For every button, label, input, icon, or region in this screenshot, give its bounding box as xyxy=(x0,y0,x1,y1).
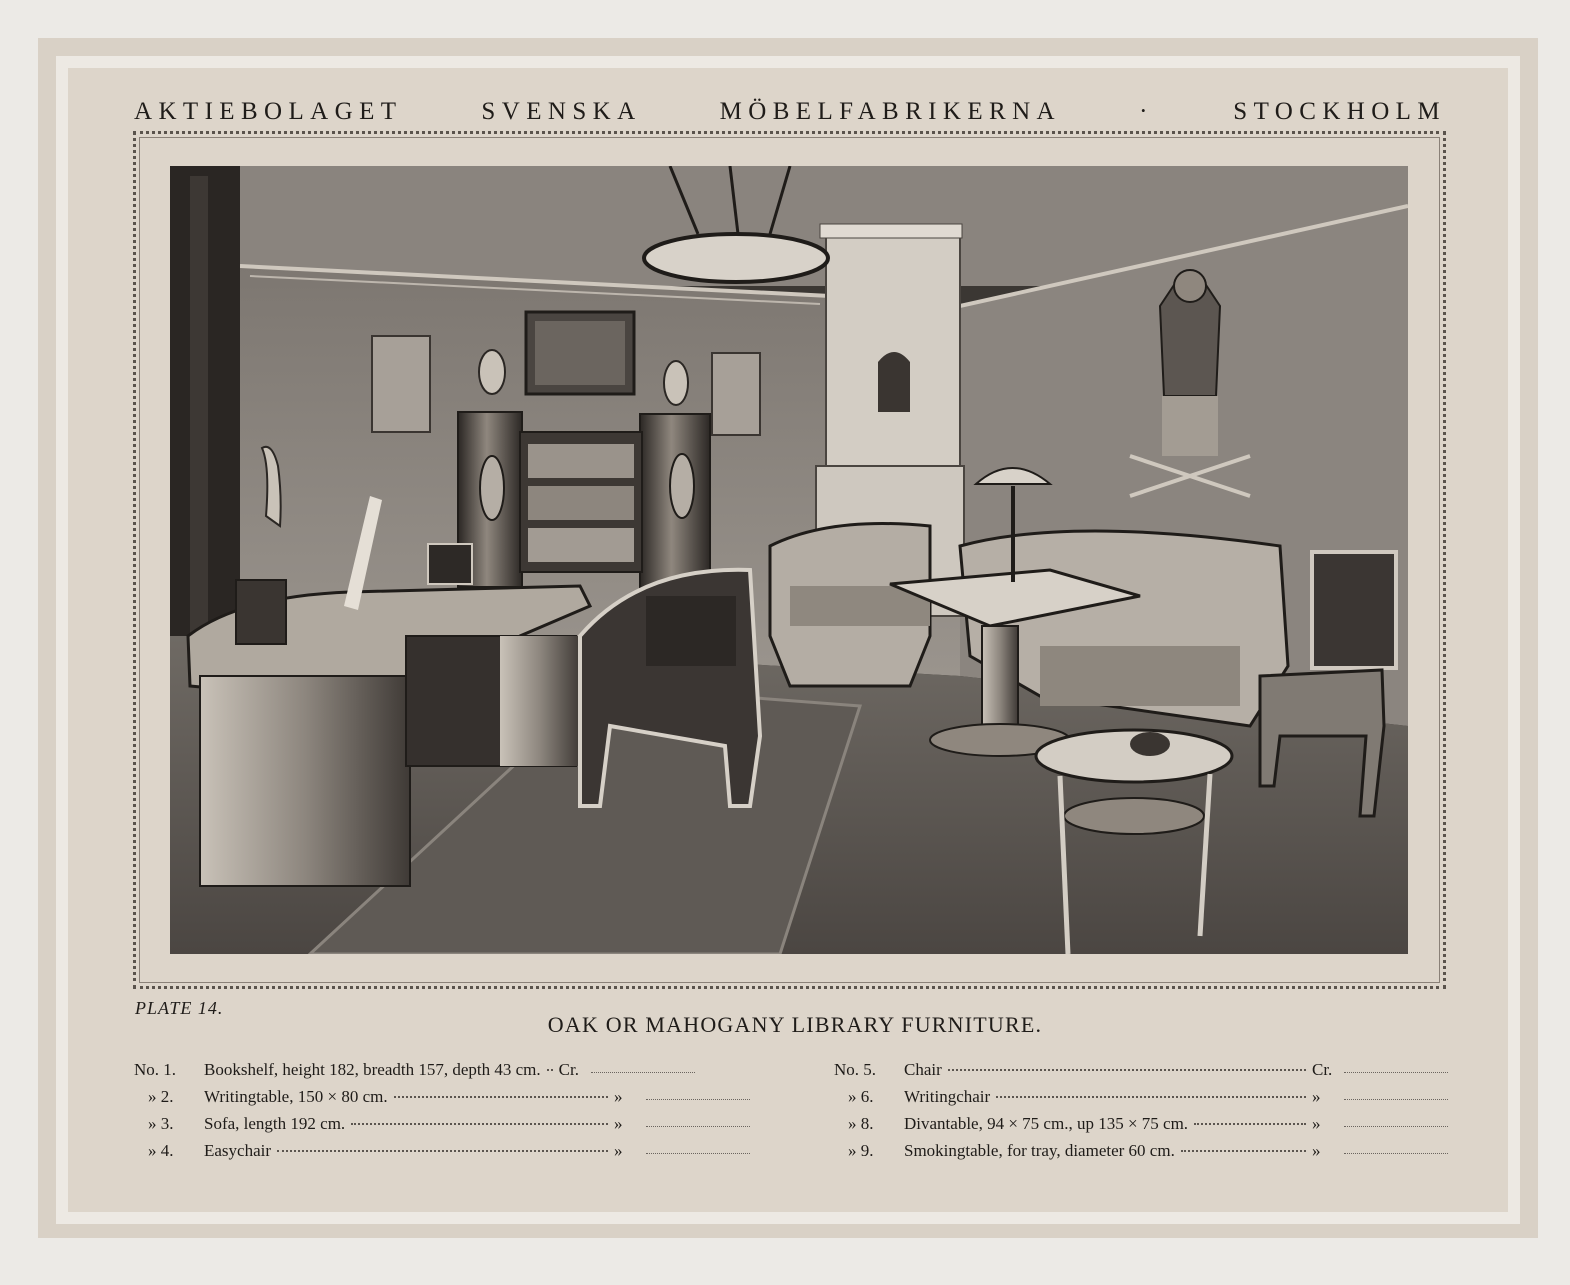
dot-leader xyxy=(1194,1123,1306,1125)
list-item xyxy=(834,1060,1448,1087)
list-item xyxy=(834,1141,1448,1168)
price-blank xyxy=(646,1099,750,1100)
item-description: Divantable, 94 × 75 cm., up 135 × 75 cm. xyxy=(904,1114,1189,1133)
item-description: Easychair xyxy=(204,1141,272,1160)
item-number: No. 1. xyxy=(134,1060,177,1079)
item-currency: » xyxy=(1312,1087,1321,1106)
dot-leader xyxy=(351,1123,608,1125)
dot-leader xyxy=(277,1150,608,1152)
item-number: » 8. xyxy=(848,1114,874,1133)
price-blank xyxy=(646,1153,750,1154)
price-blank xyxy=(646,1126,750,1127)
price-blank xyxy=(1344,1099,1448,1100)
item-description: Sofa, length 192 cm. xyxy=(204,1114,346,1133)
item-number: » 9. xyxy=(848,1141,874,1160)
framed-print-left xyxy=(372,336,430,432)
item-number: » 3. xyxy=(148,1114,174,1133)
list-item xyxy=(134,1087,750,1114)
price-blank xyxy=(1344,1153,1448,1154)
telephone xyxy=(236,580,286,644)
dot-leader xyxy=(948,1069,1306,1071)
vase-left xyxy=(479,350,505,394)
item-number: » 4. xyxy=(148,1141,174,1160)
dot-leader xyxy=(996,1096,1306,1098)
price-blank xyxy=(591,1072,695,1073)
item-currency: » xyxy=(614,1114,623,1133)
item-currency: » xyxy=(1312,1114,1321,1133)
item-description: Bookshelf, height 182, breadth 157, depth 43 cm. xyxy=(204,1060,541,1079)
item-currency: » xyxy=(1312,1141,1321,1160)
desk-clock xyxy=(428,544,472,584)
vase-right xyxy=(664,361,688,405)
plate-number: PLATE 14. xyxy=(135,998,224,1018)
item-currency: » xyxy=(614,1141,623,1160)
list-item xyxy=(134,1141,750,1168)
plate-title: OAK OR MAHOGANY LIBRARY FURNITURE. xyxy=(547,1012,1043,1037)
item-number: » 2. xyxy=(148,1087,174,1106)
item-currency: » xyxy=(614,1087,623,1106)
company-header: AKTIEBOLAGET SVENSKA MÖBELFABRIKERNA · STOCKHOLM xyxy=(134,98,1446,125)
list-item xyxy=(834,1087,1448,1114)
framed-print-right xyxy=(712,353,760,435)
list-item xyxy=(134,1114,750,1141)
dot-leader xyxy=(394,1096,608,1098)
dot-leader xyxy=(547,1069,553,1071)
item-description: Writingchair xyxy=(904,1087,991,1106)
item-currency: Cr. xyxy=(1312,1060,1333,1079)
item-number: No. 5. xyxy=(834,1060,877,1079)
list-item xyxy=(834,1114,1448,1141)
item-list-right xyxy=(834,1060,1448,1168)
item-number: » 6. xyxy=(848,1087,874,1106)
bookshelf xyxy=(458,412,710,589)
item-description: Writingtable, 150 × 80 cm. xyxy=(204,1087,388,1106)
price-blank xyxy=(1344,1072,1448,1073)
list-item xyxy=(134,1060,750,1087)
item-list-left xyxy=(134,1060,750,1168)
item-currency: Cr. xyxy=(558,1060,579,1079)
library-room-illustration xyxy=(170,166,1408,954)
easychair xyxy=(770,524,930,687)
item-description: Smokingtable, for tray, diameter 60 cm. xyxy=(904,1141,1175,1160)
item-description: Chair xyxy=(904,1060,942,1079)
price-blank xyxy=(1344,1126,1448,1127)
dot-leader xyxy=(1181,1150,1306,1152)
